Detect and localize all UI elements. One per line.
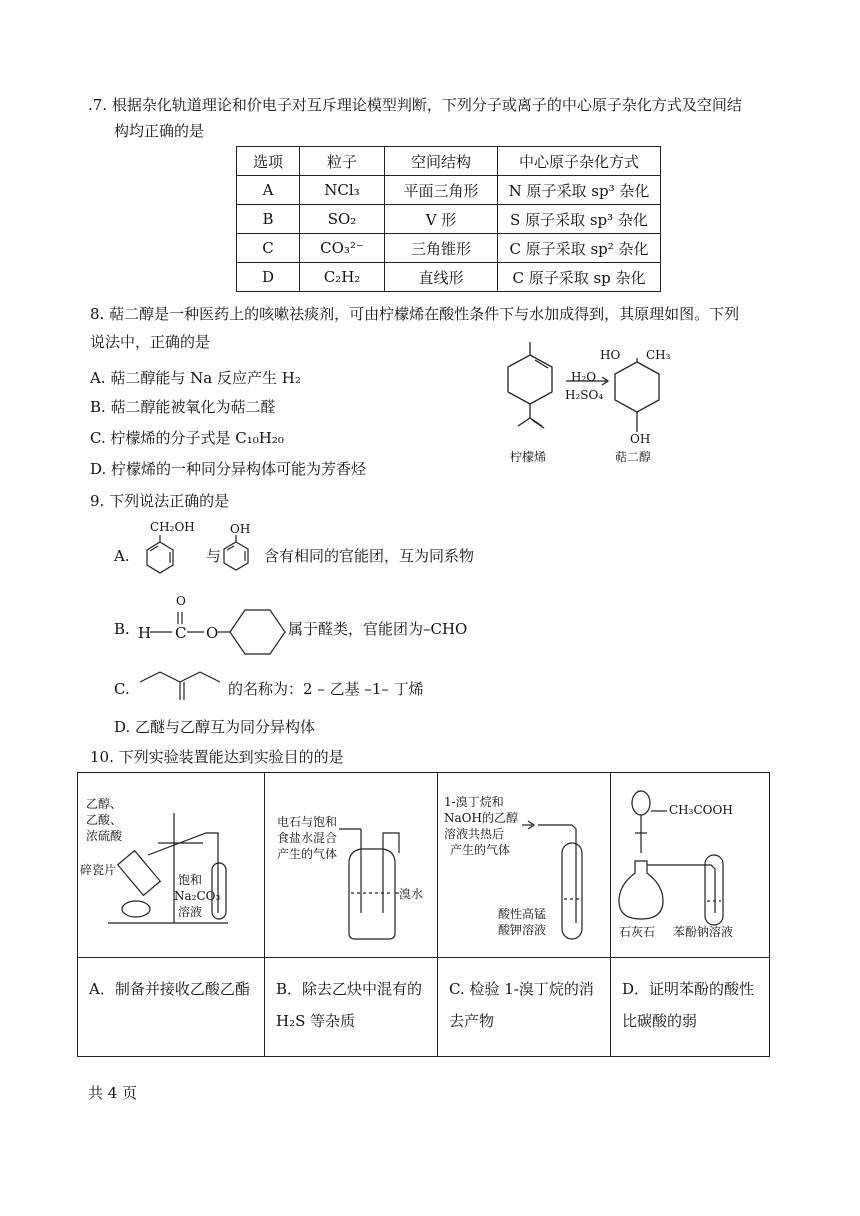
table-cell: SO₂ (300, 205, 385, 234)
apparatus-c-label: 酸钾溶液 (498, 923, 547, 937)
table-row (237, 205, 661, 234)
q8-right-name: 萜二醇 (615, 450, 652, 464)
q8-reagent-bottom: H₂SO₄ (565, 388, 604, 402)
table-cell: S 原子采取 sp³ 杂化 (498, 205, 661, 234)
apparatus-c-label: 酸性高锰 (498, 907, 547, 921)
table-header-cell: 中心原子杂化方式 (498, 147, 661, 176)
q9-a-prefix: A. (114, 547, 130, 565)
apparatus-d-label: CH₃COOH (669, 803, 733, 817)
table-row (237, 176, 661, 205)
q8-option-c: C. 柠檬烯的分子式是 C₁₀H₂₀ (90, 429, 284, 447)
caption-b-cell (265, 958, 438, 1057)
q10-apparatus-table (77, 772, 770, 1057)
caption-d-cell (611, 958, 770, 1057)
q10-stem: 10. 下列实验装置能达到实验目的的是 (90, 748, 344, 766)
q9-d-text: D. 乙醚与乙醇互为同分异构体 (114, 718, 316, 736)
table-cell: C 原子采取 sp² 杂化 (498, 234, 661, 263)
q9-b-o: O (176, 594, 186, 608)
caption-c: C. 检验 1-溴丁烷的消去产物 (449, 980, 594, 1030)
table-row (78, 958, 770, 1057)
apparatus-b-label: 溴水 (399, 887, 424, 901)
table-row (237, 263, 661, 292)
table-cell: CO₃²⁻ (300, 234, 385, 263)
q8-reagent-top: H₂O (571, 370, 597, 384)
apparatus-b-drawing (265, 773, 435, 955)
table-cell: 三角锥形 (385, 234, 498, 263)
table-header-cell: 选项 (237, 147, 300, 176)
q9-stem: 9. 下列说法正确的是 (90, 492, 230, 510)
q8-option-d: D. 柠檬烯的一种同分异构体可能为芳香烃 (90, 460, 367, 478)
table-header-cell: 粒子 (300, 147, 385, 176)
q9-b-text: 属于醛类，官能团为–CHO (288, 620, 468, 638)
q9-c-text: 的名称为：2 – 乙基 –1– 丁烯 (228, 680, 424, 698)
apparatus-a-drawing (78, 773, 262, 955)
q8-stem-line2: 说法中，正确的是 (90, 333, 211, 351)
q7-stem-line2: 构均正确的是 (114, 122, 205, 140)
table-header-row (237, 147, 661, 176)
q8-oh-label: OH (630, 432, 651, 446)
q7-stem-line1: .7. 根据杂化轨道理论和价电子对互斥理论模型判断，下列分子或离子的中心原子杂化方式及空间结 (88, 96, 742, 114)
apparatus-b-label: 食盐水混合 (277, 831, 338, 845)
q9-b-structure (150, 600, 290, 660)
caption-b: B．除去乙炔中混有的 H₂S 等杂质 (276, 980, 423, 1030)
apparatus-a-cell (78, 773, 265, 958)
table-header-cell: 空间结构 (385, 147, 498, 176)
q9-a-with: 与 (206, 547, 222, 565)
table-cell: C₂H₂ (300, 263, 385, 292)
table-row (78, 773, 770, 958)
table-cell: C (237, 234, 300, 263)
table-cell: 平面三角形 (385, 176, 498, 205)
apparatus-c-label: 产生的气体 (450, 843, 511, 857)
table-cell: C 原子采取 sp 杂化 (498, 263, 661, 292)
q7-table (236, 146, 661, 292)
apparatus-d-cell (611, 773, 770, 958)
apparatus-d-drawing (611, 773, 767, 955)
table-cell: B (237, 205, 300, 234)
table-cell: NCl₃ (300, 176, 385, 205)
apparatus-a-label: 浓硫酸 (86, 829, 123, 843)
q9-b-prefix: B. (114, 620, 130, 638)
apparatus-c-label: 1-溴丁烷和 (444, 795, 504, 809)
apparatus-b-cell (265, 773, 438, 958)
apparatus-a-label: 溶液 (178, 905, 203, 919)
q9-c-prefix: C. (114, 680, 130, 698)
q8-stem-line1: 8. 萜二醇是一种医药上的咳嗽祛痰剂，可由柠檬烯在酸性条件下与水加成得到，其原理如图。下列 (90, 305, 740, 323)
q9-b-c: C (175, 624, 187, 642)
q9-a-ch2oh: CH₂OH (150, 520, 195, 534)
apparatus-a-label: 乙醇、 (86, 797, 123, 811)
q8-option-a: A. 萜二醇能与 Na 反应产生 H₂ (90, 369, 301, 387)
q9-a-oh: OH (230, 522, 251, 536)
apparatus-a-label: 乙酸、 (86, 813, 123, 827)
apparatus-d-label: 苯酚钠溶液 (673, 925, 734, 939)
q8-ch3-label: CH₃ (646, 348, 671, 362)
apparatus-c-cell (438, 773, 611, 958)
q9-b-h: H (138, 624, 152, 642)
table-cell: A (237, 176, 300, 205)
apparatus-c-label: 溶液共热后 (444, 827, 505, 841)
page-footer: 共 4 页 (88, 1084, 138, 1102)
table-cell: 直线形 (385, 263, 498, 292)
q9-c-structure (140, 660, 230, 700)
table-cell: V 形 (385, 205, 498, 234)
caption-a-cell (78, 958, 265, 1057)
apparatus-c-drawing (438, 773, 608, 955)
q9-a-structures (138, 530, 268, 580)
caption-a: A．制备并接收乙酸乙酯 (89, 980, 250, 998)
caption-c-cell (438, 958, 611, 1057)
table-cell: D (237, 263, 300, 292)
apparatus-a-label: 碎瓷片 (80, 863, 117, 877)
table-row (237, 234, 661, 263)
apparatus-b-label: 电石与饱和 (277, 815, 338, 829)
apparatus-a-label: Na₂CO₃ (174, 889, 221, 903)
q9-b-o2: O (206, 624, 219, 642)
apparatus-c-label: NaOH的乙醇 (444, 811, 518, 825)
table-cell: N 原子采取 sp³ 杂化 (498, 176, 661, 205)
apparatus-a-label: 饱和 (178, 873, 203, 887)
q8-left-name: 柠檬烯 (510, 450, 547, 464)
apparatus-d-label: 石灰石 (619, 925, 656, 939)
apparatus-b-label: 产生的气体 (277, 847, 338, 861)
q8-ho-label: HO (600, 348, 621, 362)
q8-option-b: B. 萜二醇能被氧化为萜二醛 (90, 398, 276, 416)
caption-d: D．证明苯酚的酸性比碳酸的弱 (622, 980, 755, 1030)
q9-a-text: 含有相同的官能团，互为同系物 (264, 547, 475, 565)
